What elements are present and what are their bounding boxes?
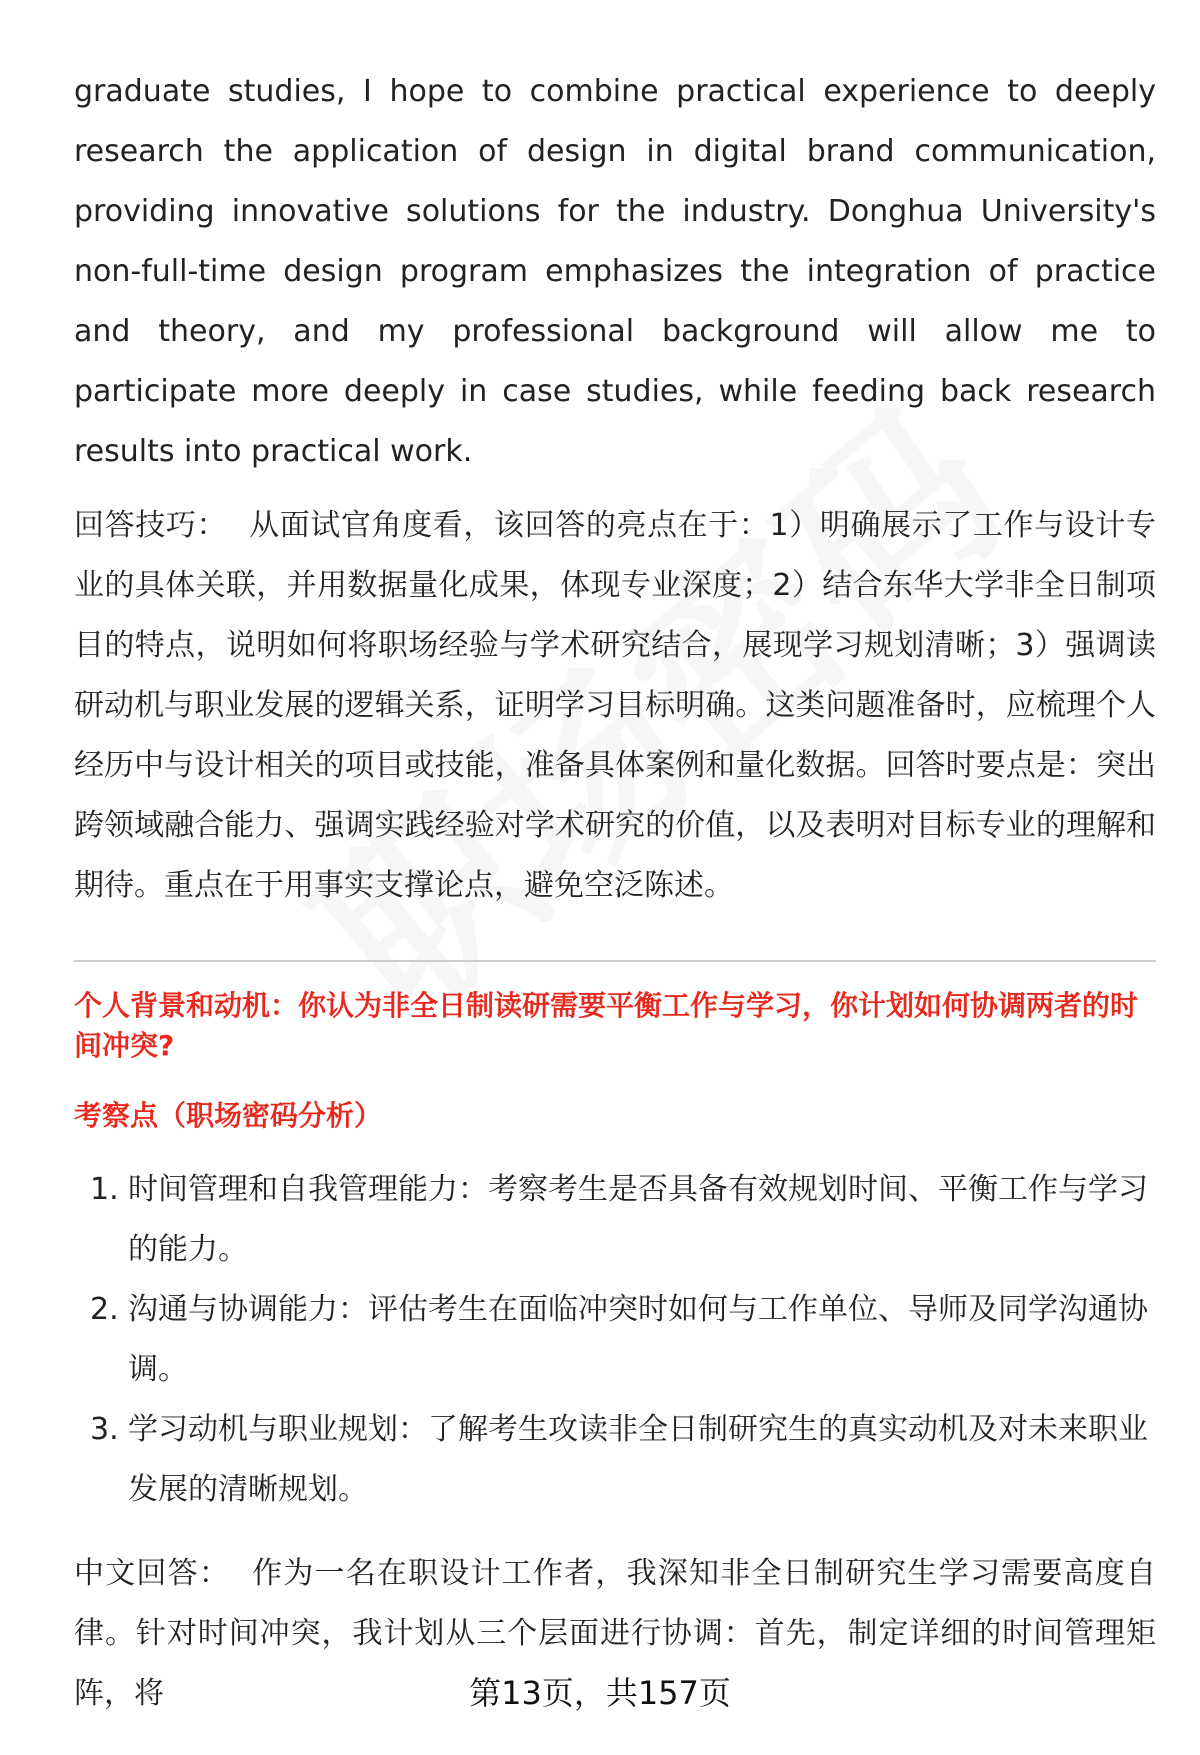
question-heading: 个人背景和动机：你认为非全日制读研需要平衡工作与学习，你计划如何协调两者的时间冲突? (74, 989, 1139, 1062)
list-item-text: 学习动机与职业规划：了解考生攻读非全日制研究生的真实动机及对未来职业发展的清晰规划。 (128, 1412, 1148, 1507)
section-divider (74, 960, 1156, 962)
answer-label: 中文回答： (74, 1556, 231, 1591)
answer-text: 作为一名在职设计工作者，我深知非全日制研究生学习需要高度自律。针对时间冲突，我计划从三个层面进行协调：首先，制定详细的时间管理矩阵，将 (74, 1556, 1157, 1711)
list-item (74, 1160, 1156, 1280)
intro-paragraph: graduate studies, I hope to combine practical experience to deeply research the application of design in digital brand communication, providing innovative solutions for the industry. Donghua University's non-full-time design program emphasizes the integration of practice and theory, and my professional background will allow me to participate more deeply in case studies, while feeding back research results into practical work. (74, 74, 1156, 469)
list-item-number: 3. (90, 1412, 119, 1447)
document-body (74, 62, 1156, 1724)
list-item (74, 1280, 1156, 1400)
focus-point-list (74, 1160, 1156, 1520)
page-number: 第13页，共157页 (469, 1674, 731, 1712)
focus-heading: 考察点（职场密码分析） (74, 1099, 383, 1132)
tip-text: 从面试官角度看，该回答的亮点在于：1）明确展示了工作与设计专业的具体关联，并用数据量化成果，体现专业深度；2）结合东华大学非全日制项目的特点，说明如何将职场经验与学术研究结合，展现学习规划清晰；3）强调读研动机与职业发展的逻辑关系，证明学习目标明确。这类问题准备时，应梳理个人经历中与设计相关的项目或技能，准备具体案例和量化数据。回答时要点是：突出跨领域融合能力、强调实践经验对学术研究的价值，以及表明对目标专业的理解和期待。重点在于用事实支撑论点，避免空泛陈述。 (74, 508, 1156, 903)
list-item (74, 1400, 1156, 1520)
list-item-text: 时间管理和自我管理能力：考察考生是否具备有效规划时间、平衡工作与学习的能力。 (128, 1172, 1148, 1267)
list-item-number: 1. (90, 1172, 119, 1207)
list-item-number: 2. (90, 1292, 119, 1327)
list-item-text: 沟通与协调能力：评估考生在面临冲突时如何与工作单位、导师及同学沟通协调。 (128, 1292, 1148, 1387)
answer-tip-paragraph (74, 496, 1156, 916)
tip-label: 回答技巧： (74, 508, 228, 543)
